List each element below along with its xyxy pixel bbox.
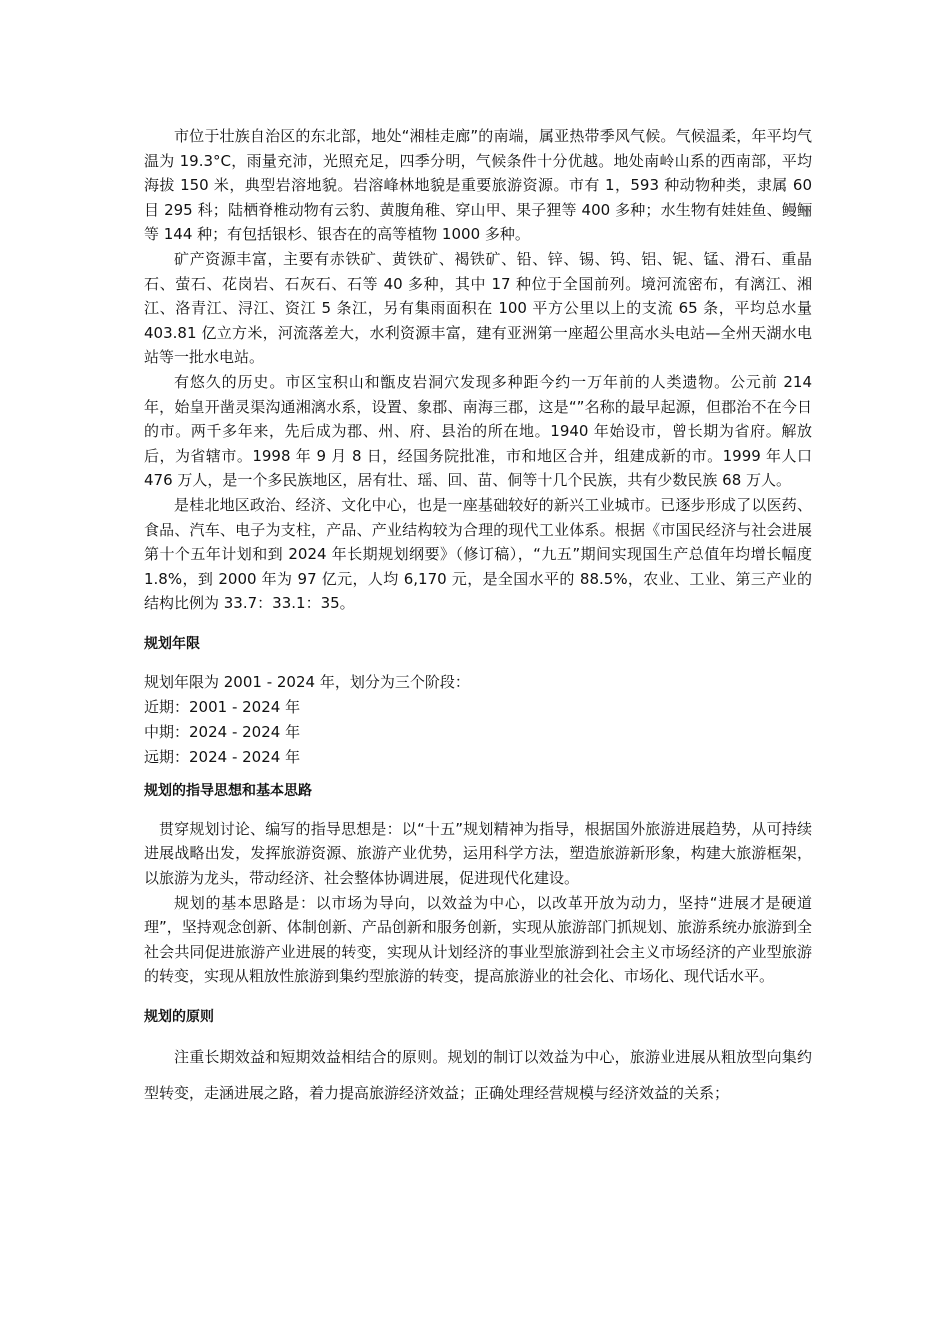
period-near-term: 近期：2001 - 2024 年: [144, 697, 301, 716]
heading-principles: 规划的原则: [144, 1009, 214, 1026]
heading-guiding-ideas: 规划的指导思想和基本思路: [144, 782, 312, 799]
principles-paragraph: 注重长期效益和短期效益相结合的原则。规划的制订以效益为中心，旅游业进展从粗放型向集约型转变，走涵进展之路，着力提高旅游经济效益；正确处理经营规模与经济效益的关系；: [144, 1048, 812, 1103]
intro-paragraph-economy: 是桂北地区政治、经济、文化中心，也是一座基础较好的新兴工业城市。已逐步形成了以医药、食品、汽车、电子为支柱，产品、产业结构较为合理的现代工业体系。根据《市国民经济与社会进展第十个五年计划和到 2024 年长期规划纲要》（修订稿），“九五”期间实现国生产总值年均增长幅度 1.8%，到 2000 年为 97 亿元，人均 6,170 元，是全国水平的 88.5%，农业、工业、第三产业的结构比例为 33.7：33.1：35。: [144, 495, 812, 613]
planning-period-block: [144, 670, 812, 770]
basic-approach-paragraph: 规划的基本思路是：以市场为导向，以效益为中心，以改革开放为动力，坚持“进展才是硬道理”，坚持观念创新、体制创新、产品创新和服务创新，实现从旅游部门抓规划、旅游系统办旅游到全社会共同促进旅游产业进展的转变，实现从计划经济的事业型旅游到社会主义市场经济的产业型旅游的转变，实现从粗放性旅游到集约型旅游的转变，提高旅游业的社会化、市场化、现代话水平。: [144, 893, 812, 986]
period-mid-term: 中期：2024 - 2024 年: [144, 722, 301, 741]
period-long-term: 远期：2024 - 2024 年: [144, 747, 301, 766]
heading-planning-period: 规划年限: [144, 635, 200, 652]
intro-paragraph-climate: 市位于壮族自治区的东北部，地处“湘桂走廊”的南端，属亚热带季风气候。气候温柔，年平均气温为 19.3°C，雨量充沛，光照充足，四季分明，气候条件十分优越。地处南岭山系的西南部，平均海拔 150 米，典型岩溶地貌。岩溶峰林地貌是重要旅游资源。市有 1，593 种动物种类，隶属 60 目 295 科；陆栖脊椎动物有云豹、黄腹角稚、穿山甲、果子狸等 400 多种；水生物有娃娃鱼、鳗鲡等 144 种；有包括银杉、银杏在的高等植物 1000 多种。: [144, 127, 812, 244]
intro-paragraph-history: 有悠久的历史。市区宝积山和甑皮岩洞穴发现多种距今约一万年前的人类遗物。公元前 214 年，始皇开凿灵渠沟通湘漓水系，设置、象郡、南海三郡，这是“”名称的最早起源，但郡治不在今日的市。两千多年来，先后成为郡、州、府、县治的所在地。1940 年始设市，曾长期为省府。解放后，为省辖市。1998 年 9 月 8 日，经国务院批准，市和地区合并，组建成新的市。1999 年人口 476 万人，是一个多民族地区，居有壮、瑶、回、苗、侗等十几个民族，共有少数民族 68 万人。: [144, 372, 812, 490]
intro-paragraph-resources: 矿产资源丰富，主要有赤铁矿、黄铁矿、褐铁矿、铅、锌、锡、钨、铝、铌、锰、滑石、重晶石、萤石、花岗岩、石灰石、石等 40 多种，其中 17 种位于全国前列。境河流密布，有漓江、湘江、洛青江、浔江、资江 5 条江，另有集雨面积在 100 平方公里以上的支流 65 条，平均总水量 403.81 亿立方米，河流落差大，水利资源丰富，建有亚洲第一座超公里高水头电站—全州天湖水电站等一批水电站。: [144, 249, 812, 367]
guiding-ideas-paragraph: 贯穿规划讨论、编写的指导思想是：以“十五”规划精神为指导，根据国外旅游进展趋势，从可持续进展战略出发，发挥旅游资源、旅游产业优势，运用科学方法，塑造旅游新形象，构建大旅游框架，以旅游为龙头，带动经济、社会整体协调进展，促进现代化建设。: [144, 819, 812, 888]
period-summary: 规划年限为 2001 - 2024 年，划分为三个阶段：: [144, 672, 470, 691]
document-page: [144, 124, 812, 1111]
